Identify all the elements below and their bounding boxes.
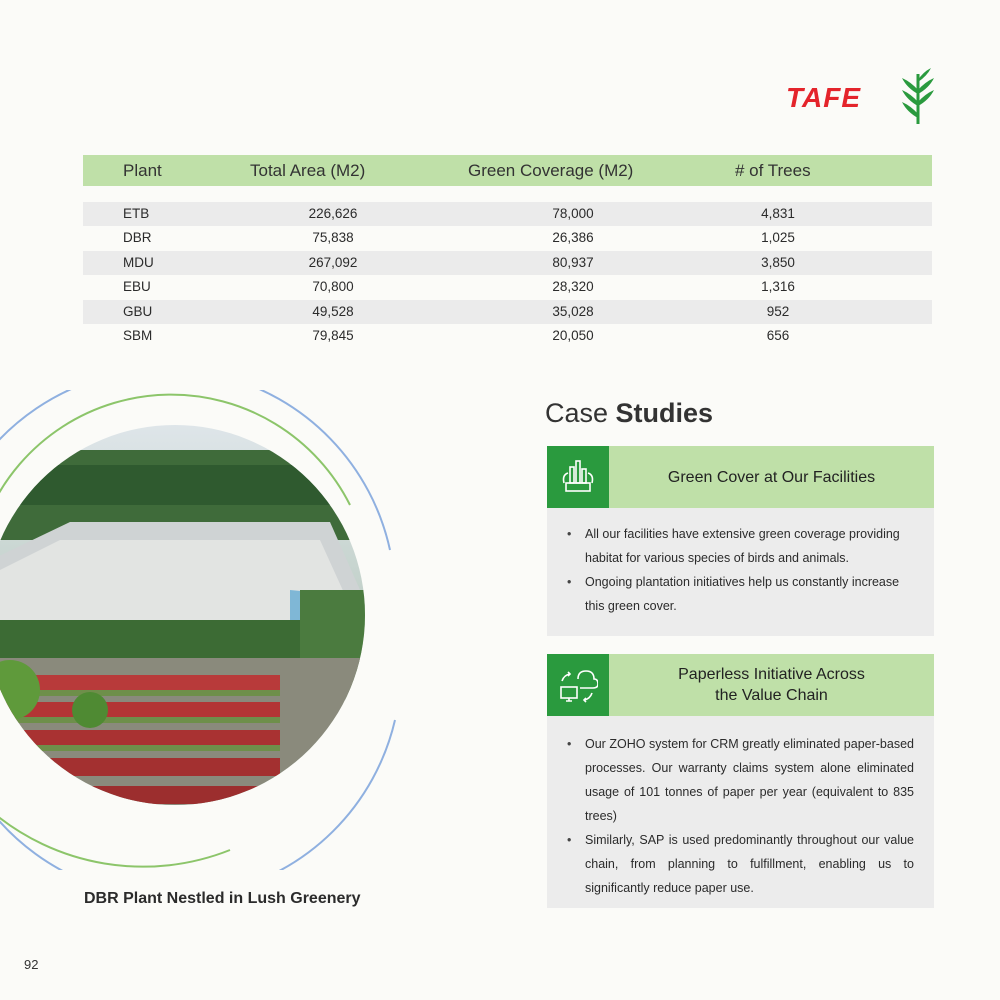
card-header [547,654,934,716]
page-number: 92 [24,957,39,972]
dbr-plant-photo [0,390,420,870]
table-row [83,300,932,324]
cell-plant: GBU [123,303,153,319]
header-green-coverage: Green Coverage (M2) [468,161,634,180]
cell-total-area: 75,838 [312,230,354,246]
card-title [609,654,934,716]
cell-trees: 1,025 [761,230,795,246]
cell-green-coverage: 35,028 [552,303,594,319]
cell-trees: 952 [766,303,790,319]
plant-aerial-image [0,390,420,870]
card-header [547,446,934,508]
case-study-paperless [547,654,934,908]
header-plant: Plant [123,161,162,180]
cell-plant: DBR [123,230,152,246]
case-studies-title-bold: Studies [615,398,714,428]
cell-plant: SBM [123,327,153,343]
cell-trees: 4,831 [761,206,795,221]
cell-total-area: 79,845 [312,327,354,343]
cell-plant: MDU [123,254,154,270]
header-trees: # of Trees [735,161,811,180]
logo-text: TAFE [786,82,862,113]
card-title-line1: Paperless Initiative Across [678,666,865,683]
table-row [83,226,932,250]
cell-trees: 3,850 [761,254,795,270]
cell-green-coverage: 80,937 [552,254,594,270]
card-body [547,508,934,632]
bullet-item: • All our facilities have extensive green coverage providing habitat for various species of birds and animals. [585,522,914,570]
cell-plant: ETB [123,206,150,221]
cell-green-coverage: 20,050 [552,327,594,343]
cell-plant: EBU [123,279,151,295]
cell-trees: 656 [766,327,790,343]
case-study-green-cover [547,446,934,636]
plant-growth-icon [547,446,609,508]
header-total-area: Total Area (M2) [250,161,366,180]
bullet-item: • Similarly, SAP is used predominantly throughout our value chain, from planning to fulfillment, enabling us to significantly reduce paper use. [585,828,914,900]
card-title-line2: the Value Chain [715,687,828,704]
table-row [83,275,932,299]
case-studies-title-light: Case [545,398,609,428]
cell-total-area: 70,800 [312,279,354,295]
bullet-item: • Ongoing plantation initiatives help us constantly increase this green cover. [585,570,914,618]
wheat-leaf-icon [901,68,935,124]
table-row [83,202,932,226]
table-header [83,155,932,186]
table-row [83,251,932,275]
cell-trees: 1,316 [761,279,795,295]
cell-total-area: 226,626 [308,206,358,221]
case-studies-heading [545,398,713,429]
cell-green-coverage: 78,000 [552,206,594,221]
tafe-logo [783,68,943,128]
photo-caption: DBR Plant Nestled in Lush Greenery [84,890,361,907]
bullet-item: • Our ZOHO system for CRM greatly eliminated paper-based processes. Our warranty claims system alone eliminated usage of 101 tonnes of paper per year (equivalent to 835 trees) [585,732,914,828]
cell-total-area: 49,528 [312,303,354,319]
cell-total-area: 267,092 [308,254,358,270]
cell-green-coverage: 26,386 [552,230,594,246]
table-row [83,324,932,348]
card-body [547,716,934,914]
card-title-line1: Green Cover at Our Facilities [667,468,876,486]
cloud-computer-icon [547,654,609,716]
plant-green-coverage-table [83,155,932,348]
cell-green-coverage: 28,320 [552,279,594,295]
card-title [609,446,934,508]
